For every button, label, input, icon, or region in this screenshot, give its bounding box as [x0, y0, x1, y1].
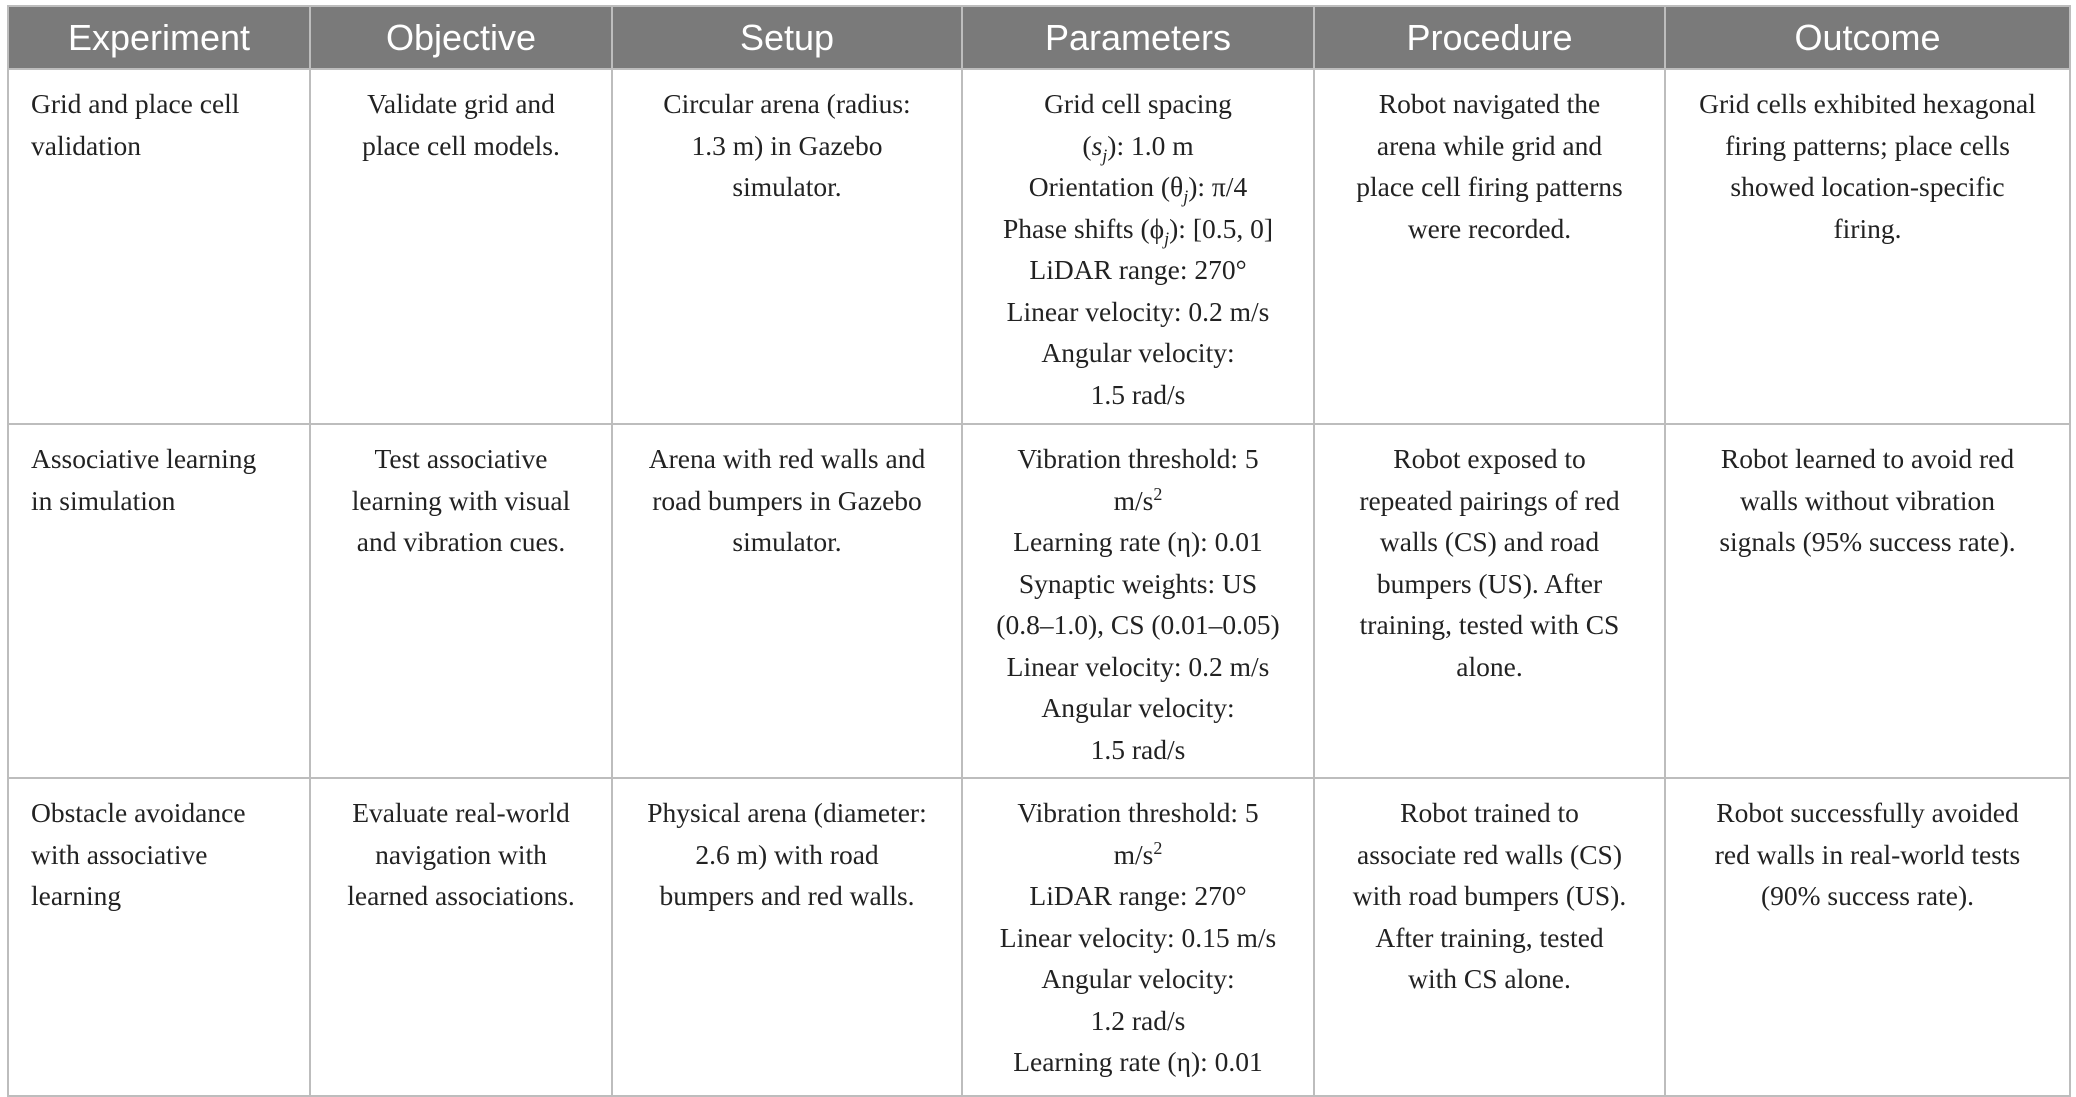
header-parameters: Parameters	[962, 6, 1314, 69]
cell-procedure: Robot trained to associate red walls (CS) with road bumpers (US). After training, tested with CS alone.	[1314, 778, 1665, 1096]
cell-setup: Arena with red walls and road bumpers in Gazebo simulator.	[612, 424, 962, 778]
header-outcome: Outcome	[1665, 6, 2070, 69]
cell-outcome: Grid cells exhibited hexagonal firing patterns; place cells showed location-specific firing.	[1665, 69, 2070, 424]
header-row	[8, 6, 2070, 69]
cell-objective: Validate grid and place cell models.	[310, 69, 612, 424]
cell-setup: Physical arena (diameter: 2.6 m) with road bumpers and red walls.	[612, 778, 962, 1096]
table-row	[8, 424, 2070, 778]
cell-experiment: Grid and place cell validation	[8, 69, 310, 424]
cell-experiment: Obstacle avoidance with associative learning	[8, 778, 310, 1096]
cell-parameters: Vibration threshold: 5 $m/s^2$ LiDAR range: 270° Linear velocity: 0.15 m/s Angular velocity: 1.2 rad/s Learning rate (η): 0.01	[962, 778, 1314, 1096]
cell-objective: Evaluate real-world navigation with learned associations.	[310, 778, 612, 1096]
cell-experiment: Associative learning in simulation	[8, 424, 310, 778]
cell-parameters: Vibration threshold: 5 $m/s^2$ Learning rate (η): 0.01 Synaptic weights: US (0.8–1.0), CS (0.01–0.05) Linear velocity: 0.2 m/s Angular velocity: 1.5 rad/s	[962, 424, 1314, 778]
experiments-table	[7, 5, 2071, 1097]
cell-outcome: Robot successfully avoided red walls in real-world tests (90% success rate).	[1665, 778, 2070, 1096]
cell-procedure: Robot navigated the arena while grid and place cell firing patterns were recorded.	[1314, 69, 1665, 424]
header-procedure: Procedure	[1314, 6, 1665, 69]
table-row	[8, 778, 2070, 1096]
header-setup: Setup	[612, 6, 962, 69]
header-objective: Objective	[310, 6, 612, 69]
cell-outcome: Robot learned to avoid red walls without vibration signals (95% success rate).	[1665, 424, 2070, 778]
table-row	[8, 69, 2070, 424]
cell-parameters: Grid cell spacing $(s_j)$: 1.0 m Orientation $(\theta_j)$: π/4 Phase shifts $(\phi_j)$: [0.5, 0] LiDAR range: 270° Linear velocity: 0.2 m/s Angular velocity: 1.5 rad/s	[962, 69, 1314, 424]
cell-objective: Test associative learning with visual and vibration cues.	[310, 424, 612, 778]
cell-procedure: Robot exposed to repeated pairings of red walls (CS) and road bumpers (US). After training, tested with CS alone.	[1314, 424, 1665, 778]
cell-setup: Circular arena (radius: 1.3 m) in Gazebo simulator.	[612, 69, 962, 424]
header-experiment: Experiment	[8, 6, 310, 69]
